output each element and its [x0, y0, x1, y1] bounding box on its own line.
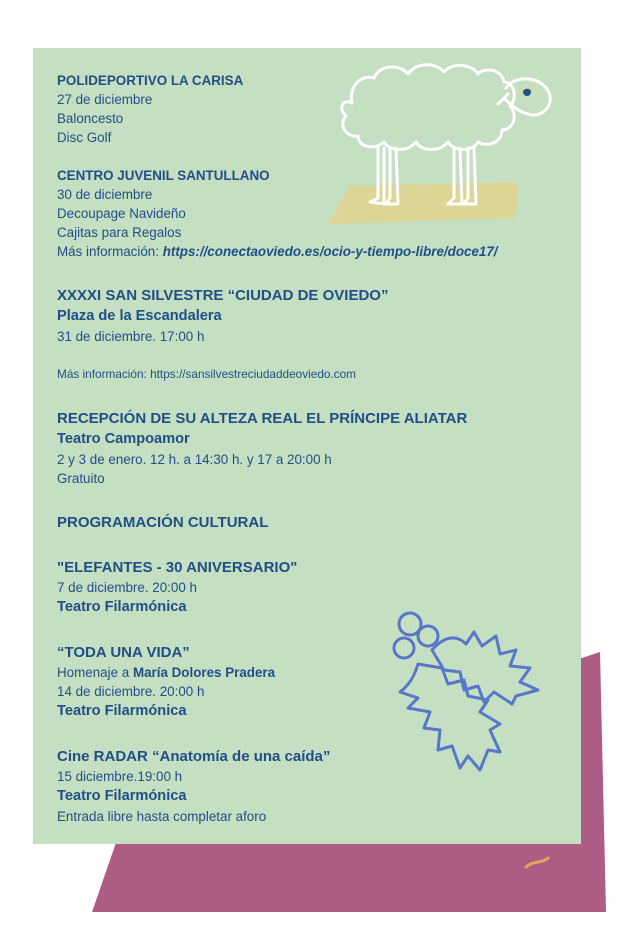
toda-una-vida-title: “TODA UNA VIDA”	[57, 644, 190, 661]
radar-note: Entrada libre hasta completar aforo	[57, 809, 267, 824]
carisa-date: 27 de diciembre	[57, 92, 153, 107]
carisa-title: POLIDEPORTIVO LA CARISA	[57, 73, 244, 88]
radar-title: “Anatomía de una caída”	[152, 748, 331, 765]
toda-una-vida-tribute	[57, 663, 527, 682]
radar-prefix: Cine RADAR	[57, 748, 153, 765]
carisa-activity-2: Disc Golf	[57, 130, 112, 145]
elefantes-date: 7 de diciembre. 20:00 h	[57, 580, 197, 595]
santullano-block	[57, 166, 527, 261]
carisa-block	[57, 71, 527, 147]
elefantes-place: Teatro Filarmónica	[57, 599, 187, 615]
radar-block	[57, 746, 527, 826]
tribute-prefix: Homenaje a	[57, 665, 133, 680]
santullano-title: CENTRO JUVENIL SANTULLANO	[57, 168, 270, 183]
radar-title-line	[57, 746, 527, 767]
santullano-info	[57, 242, 527, 261]
aliatar-price: Gratuito	[57, 471, 105, 486]
silvestre-date: 31 de diciembre. 17:00 h	[57, 329, 205, 344]
silvestre-block	[57, 285, 527, 384]
aliatar-title: RECEPCIÓN DE SU ALTEZA REAL EL PRÍNCIPE ALIATAR	[57, 410, 468, 427]
santullano-info-label: Más información:	[57, 244, 163, 259]
silvestre-title: XXXXI SAN SILVESTRE “CIUDAD DE OVIEDO”	[57, 287, 389, 304]
silvestre-place: Plaza de la Escandalera	[57, 308, 222, 324]
santullano-activity-1: Decoupage Navideño	[57, 206, 186, 221]
cultural-heading: PROGRAMACIÓN CULTURAL	[57, 514, 269, 531]
silvestre-info: Más información: https://sansilvestreciudaddeoviedo.com	[57, 367, 357, 381]
elefantes-title: "ELEFANTES - 30 ANIVERSARIO"	[57, 559, 298, 576]
santullano-info-link[interactable]: https://conectaoviedo.es/ocio-y-tiempo-libre/doce17/	[162, 244, 498, 259]
radar-place: Teatro Filarmónica	[57, 788, 187, 804]
event-listing	[57, 71, 527, 826]
toda-una-vida-block	[57, 642, 527, 722]
radar-date: 15 diciembre.19:00 h	[57, 769, 183, 784]
carisa-activity-1: Baloncesto	[57, 111, 124, 126]
santullano-date: 30 de diciembre	[57, 187, 153, 202]
aliatar-block	[57, 408, 527, 488]
aliatar-place: Teatro Campoamor	[57, 431, 190, 447]
santullano-activity-2: Cajitas para Regalos	[57, 225, 182, 240]
elefantes-block	[57, 557, 527, 618]
toda-una-vida-date: 14 de diciembre. 20:00 h	[57, 684, 205, 699]
tribute-name: María Dolores Pradera	[132, 665, 276, 680]
toda-una-vida-place: Teatro Filarmónica	[57, 703, 187, 719]
aliatar-date: 2 y 3 de enero. 12 h. a 14:30 h. y 17 a 20:00 h	[57, 452, 332, 467]
